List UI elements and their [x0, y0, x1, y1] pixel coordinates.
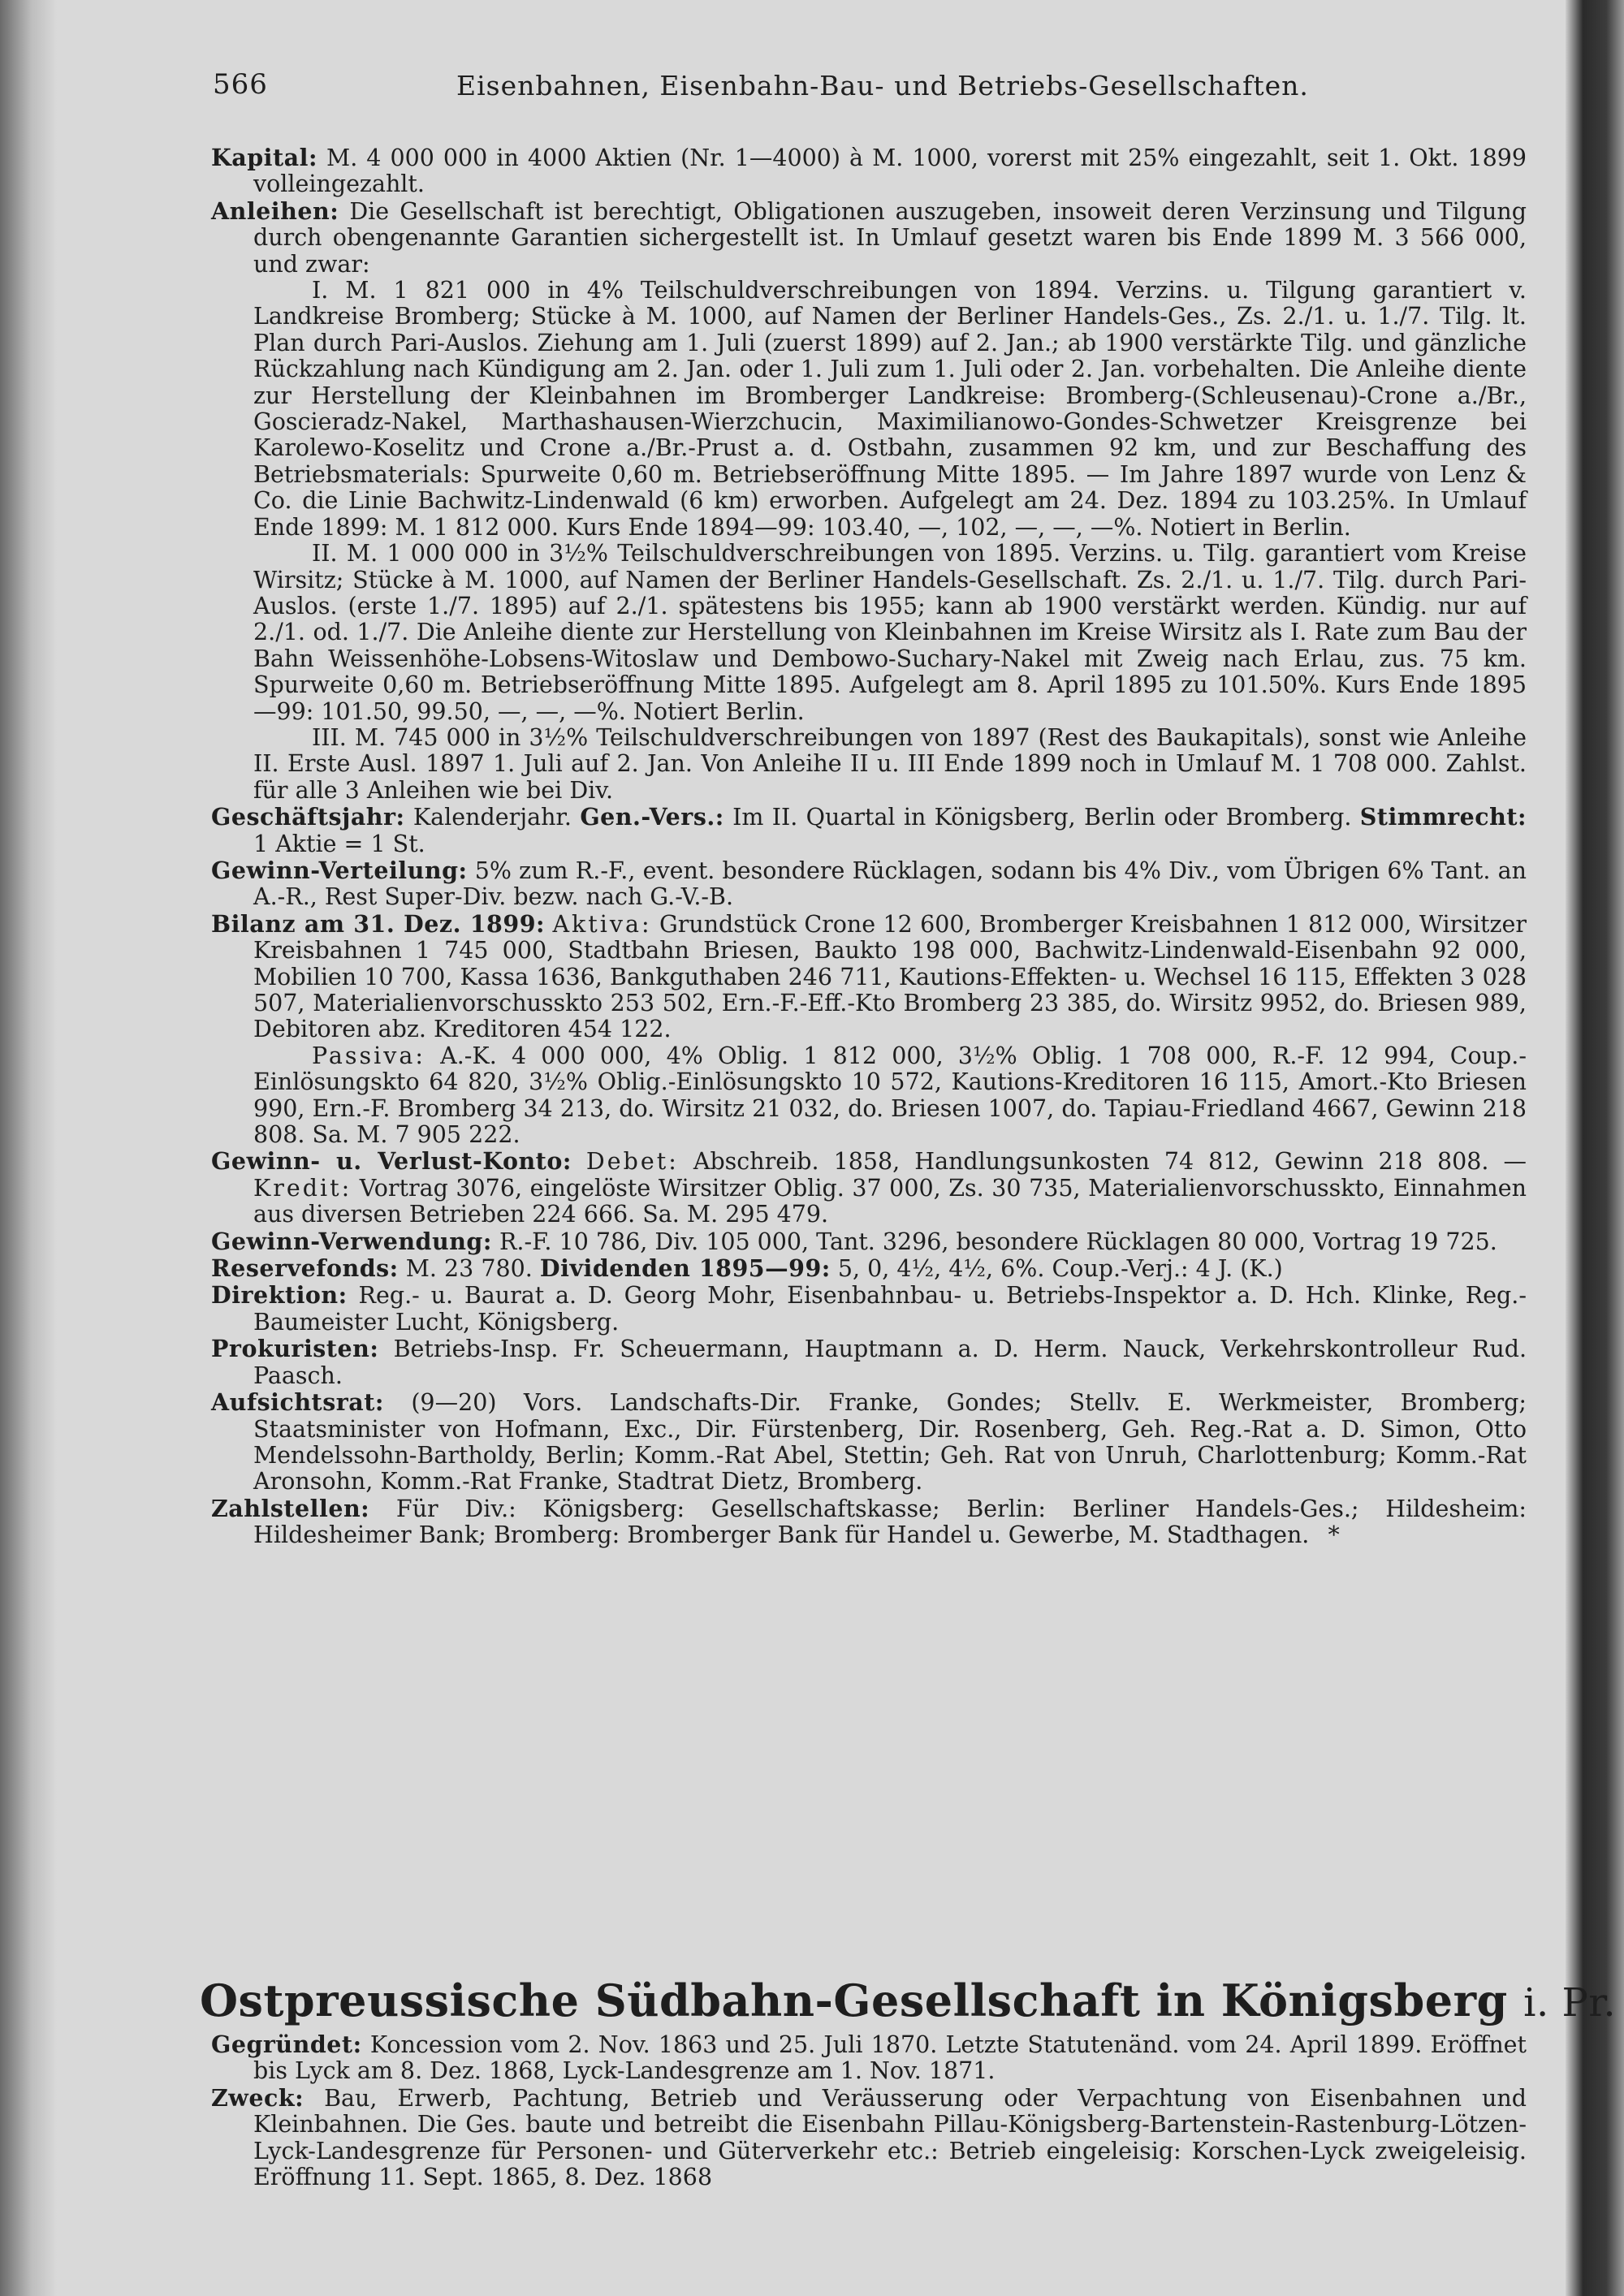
label-gewinn-verlust: Gewinn- u. Verlust-Konto: — [211, 1147, 572, 1176]
text-stimmrecht: 1 Aktie = 1 St. — [253, 830, 425, 857]
label-gen-vers: Gen.-Vers.: — [580, 803, 724, 831]
label-stimmrecht: Stimmrecht: — [1359, 803, 1527, 831]
text-zweck: Bau, Erwerb, Pachtung, Betrieb und Veräusserung oder Verpachtung von Eisenbahnen und Kleinbahnen. Die Ges. baute und betreibt die Eisenbahn Pillau-Königsberg-Bartenstein-Rastenburg-Lötzen-Lyck-Landesgrenze für Personen- und Güterverkehr etc.: Betrieb eingeleisig: Korschen-Lyck zweigeleisig. Eröffnung 11. Sept. 1865, 8. Dez. 1868 — [253, 2084, 1527, 2191]
label-aufsichtsrat: Aufsichtsrat: — [211, 1388, 384, 1417]
footnote-asterisk: * — [1328, 1521, 1340, 1549]
page-header — [188, 49, 1536, 106]
company-entry-ostpreussische-suedbahn — [211, 2031, 1527, 2190]
entry-zahlstellen — [211, 1495, 1527, 1549]
anleihe-tranche-1: I. M. 1 821 000 in 4% Teilschuldverschreibungen von 1894. Verzins. u. Tilgung garantiert v. Landkreise Bromberg; Stücke à M. 1000, auf Namen der Berliner Handels-Ges., Zs. 2./1. u. 1./7. Tilg. lt. Plan durch Pari-Auslos. Ziehung am 1. Juli (zuerst 1899) auf 2. Jan.; ab 1900 verstärkte Tilg. und gänzliche Rückzahlung nach Kündigung am 2. Jan. oder 1. Juli zum 1. Juli oder 2. Jan. vorbehalten. Die Anleihe diente zur Herstellung der Kleinbahnen im Bromberger Landkreise: Bromberg-(Schleusenau)-Crone a./Br., Goscieradz-Nakel, Marthashausen-Wierzchucin, Maximilianowo-Gondes-Schwetzer Kreisgrenze bei Karolewo-Koselitz und Crone a./Br.-Prust a. d. Ostbahn, zusammen 92 km, und zur Beschaffung des Betriebsmaterials: Spurweite 0,60 m. Betriebseröffnung Mitte 1895. — Im Jahre 1897 wurde von Lenz & Co. die Linie Bachwitz-Lindenwald (6 km) erworben. Aufgelegt am 24. Dez. 1894 zu 103.25%. In Umlauf Ende 1899: M. 1 812 000. Kurs Ende 1894—99: 103.40, —, 102, —, —, —%. Notiert in Berlin. — [253, 277, 1527, 541]
company-heading-suffix: i. Pr. — [1523, 1980, 1617, 2026]
entry-gegruendet — [211, 2031, 1527, 2085]
label-zweck: Zweck: — [211, 2083, 304, 2112]
entry-gewinn-verwendung — [211, 1228, 1527, 1255]
label-zahlstellen: Zahlstellen: — [211, 1494, 370, 1522]
entry-passiva — [211, 1043, 1527, 1149]
text-passiva: A.-K. 4 000 000, 4% Oblig. 1 812 000, 3½% Oblig. 1 708 000, R.-F. 12 994, Coup.-Einlösungskto 64 820, 3½% Oblig.-Einlösungskto 10 572, Kautions-Kreditoren 16 115, Amort.-Kto Briesen 990, Ern.-F. Bromberg 34 213, do. Wirsitz 21 032, do. Briesen 1007, do. Tapiau-Friedland 4667, Gewinn 218 808. Sa. M. 7 905 222. — [253, 1042, 1527, 1149]
label-anleihen: Anleihen: — [211, 196, 339, 225]
document-page — [188, 49, 1617, 2273]
label-debet: Debet: — [585, 1148, 679, 1176]
company-entry-bromberg — [211, 145, 1527, 1549]
label-passiva: Passiva: — [312, 1042, 425, 1069]
anleihe-tranche-2: II. M. 1 000 000 in 3½% Teilschuldverschreibungen von 1895. Verzins. u. Tilg. garantiert vom Kreise Wirsitz; Stücke à M. 1000, auf Namen der Berliner Handels-Gesellschaft. Zs. 2./1. u. 1./7. Tilg. durch Pari-Auslos. (erste 1./7. 1895) auf 2./1. spätestens bis 1955; kann ab 1900 verstärkt werden. Kündig. nur auf 2./1. od. 1./7. Die Anleihe diente zur Herstellung von Kleinbahnen im Kreise Wirsitz als I. Rate zum Bau der Bahn Weissenhöhe-Lobsens-Witoslaw und Dembowo-Suchary-Nakel mit Zweig nach Erlau, zus. 75 km. Spurweite 0,60 m. Betriebseröffnung Mitte 1895. Aufgelegt am 8. April 1895 zu 101.50%. Kurs Ende 1895—99: 101.50, 99.50, —, —, —%. Notiert Berlin. — [253, 540, 1527, 725]
entry-reservefonds — [211, 1255, 1527, 1282]
text-dividenden: 5, 0, 4½, 4½, 6%. Coup.-Verj.: 4 J. (K.) — [837, 1255, 1283, 1283]
label-prokuristen: Prokuristen: — [211, 1335, 379, 1363]
company-heading-ostpreussische-suedbahn — [200, 1974, 1617, 2026]
company-heading-name: Ostpreussische Südbahn-Gesellschaft in Königsberg — [200, 1974, 1508, 2026]
text-aktiva: Grundstück Crone 12 600, Bromberger Kreisbahnen 1 812 000, Wirsitzer Kreisbahnen 1 745 000, Stadtbahn Briesen, Baukto 198 000, Bachwitz-Lindenwald-Eisenbahn 92 000, Mobilien 10 700, Kassa 1636, Bankguthaben 246 711, Kautions-Effekten- u. Wechsel 16 115, Effekten 3 028 507, Materialienvorschusskto 253 502, Ern.-F.-Eff.-Kto Bromberg 23 385, do. Wirsitz 9952, do. Briesen 989, Debitoren abz. Kreditoren 454 122. — [253, 910, 1527, 1043]
text-aufsichtsrat: (9—20) Vors. Landschafts-Dir. Franke, Gondes; Stellv. E. Werkmeister, Bromberg; Staatsminister von Hofmann, Exc., Dir. Fürstenberg, Dir. Rosenberg, Geh. Reg.-Rat a. D. Simon, Otto Mendelssohn-Bartholdy, Berlin; Komm.-Rat Abel, Stettin; Geh. Rat von Unruh, Charlottenburg; Komm.-Rat Aronsohn, Komm.-Rat Franke, Stadtrat Dietz, Bromberg. — [253, 1389, 1527, 1495]
text-gen-vers: Im II. Quartal in Königsberg, Berlin oder Bromberg. — [732, 804, 1352, 831]
label-geschaeftsjahr: Geschäftsjahr: — [211, 803, 405, 831]
entry-direktion — [211, 1282, 1527, 1336]
entry-anleihen — [211, 198, 1527, 278]
label-dividenden: Dividenden 1895—99: — [539, 1254, 831, 1283]
text-geschaeftsjahr: Kalenderjahr. — [412, 804, 572, 831]
text-reservefonds: M. 23 780. — [405, 1255, 533, 1283]
label-kapital: Kapital: — [211, 144, 317, 171]
text-prokuristen: Betriebs-Insp. Fr. Scheuermann, Hauptmann a. D. Herm. Nauck, Verkehrskontrolleur Rud. Paasch. — [253, 1336, 1527, 1389]
entry-prokuristen — [211, 1336, 1527, 1389]
text-gegruendet: Koncession vom 2. Nov. 1863 und 25. Juli 1870. Letzte Statutenänd. vom 24. April 1899. Eröffnet bis Lyck am 8. Dez. 1868, Lyck-Landesgrenze am 1. Nov. 1871. — [253, 2031, 1527, 2085]
label-gewinn-verwendung: Gewinn-Verwendung: — [211, 1227, 492, 1255]
scan-right-edge — [1566, 0, 1624, 2296]
text-debet: Abschreib. 1858, Handlungsunkosten 74 812, Gewinn 218 808. — — [693, 1148, 1527, 1176]
page-number: 566 — [213, 68, 268, 101]
entry-gewinn-verlust — [211, 1148, 1527, 1228]
entry-bilanz — [211, 911, 1527, 1043]
entry-gewinn-verteilung — [211, 857, 1527, 911]
entry-zweck — [211, 2085, 1527, 2191]
label-direktion: Direktion: — [211, 1281, 348, 1310]
text-gewinn-verwendung: R.-F. 10 786, Div. 105 000, Tant. 3296, besondere Rücklagen 80 000, Vortrag 19 725. — [499, 1228, 1497, 1255]
text-gewinn-verteilung: 5% zum R.-F., event. besondere Rücklagen, sodann bis 4% Div., vom Übrigen 6% Tant. an A.-R., Rest Super-Div. bezw. nach G.-V.-B. — [253, 857, 1527, 911]
entry-aufsichtsrat — [211, 1389, 1527, 1495]
label-aktiva: Aktiva: — [552, 910, 652, 938]
entry-geschaeftsjahr — [211, 804, 1527, 857]
text-anleihen: Die Gesellschaft ist berechtigt, Obligationen auszugeben, insoweit deren Verzinsung und Tilgung durch obengenannte Garantien sichergestellt ist. In Umlauf gesetzt waren bis Ende 1899 M. 3 566 000, und zwar: — [253, 197, 1527, 278]
label-gegruendet: Gegründet: — [211, 2031, 362, 2058]
text-zahlstellen: Für Div.: Königsberg: Gesellschaftskasse; Berlin: Berliner Handels-Ges.; Hildesheim: Hildesheimer Bank; Bromberg: Bromberger Bank für Handel u. Gewerbe, M. Stadthagen. — [253, 1495, 1527, 1549]
label-gewinn-verteilung: Gewinn-Verteilung: — [211, 856, 468, 884]
label-bilanz: Bilanz am 31. Dez. 1899: — [211, 909, 546, 938]
label-reservefonds: Reservefonds: — [211, 1254, 399, 1283]
text-kredit: Vortrag 3076, eingelöste Wirsitzer Oblig. 37 000, Zs. 30 735, Materialienvorschusskto, Einnahmen aus diversen Betrieben 224 666. Sa. M. 295 479. — [253, 1174, 1527, 1228]
running-title: Eisenbahnen, Eisenbahn-Bau- und Betriebs-Gesellschaften. — [456, 70, 1309, 101]
scan-left-edge — [0, 0, 57, 2296]
label-kredit: Kredit: — [253, 1174, 352, 1202]
entry-kapital — [211, 145, 1527, 198]
anleihe-tranche-3: III. M. 745 000 in 3½% Teilschuldverschreibungen von 1897 (Rest des Baukapitals), sonst wie Anleihe II. Erste Ausl. 1897 1. Juli auf 2. Jan. Von Anleihe II u. III Ende 1899 noch in Umlauf M. 1 708 000. Zahlst. für alle 3 Anleihen wie bei Div. — [253, 723, 1527, 804]
text-direktion: Reg.- u. Baurat a. D. Georg Mohr, Eisenbahnbau- u. Betriebs-Inspektor a. D. Hch. Klinke, Reg.-Baumeister Lucht, Königsberg. — [253, 1282, 1527, 1336]
text-kapital: M. 4 000 000 in 4000 Aktien (Nr. 1—4000) à M. 1000, vorerst mit 25% eingezahlt, seit 1. Okt. 1899 volleingezahlt. — [253, 145, 1527, 198]
